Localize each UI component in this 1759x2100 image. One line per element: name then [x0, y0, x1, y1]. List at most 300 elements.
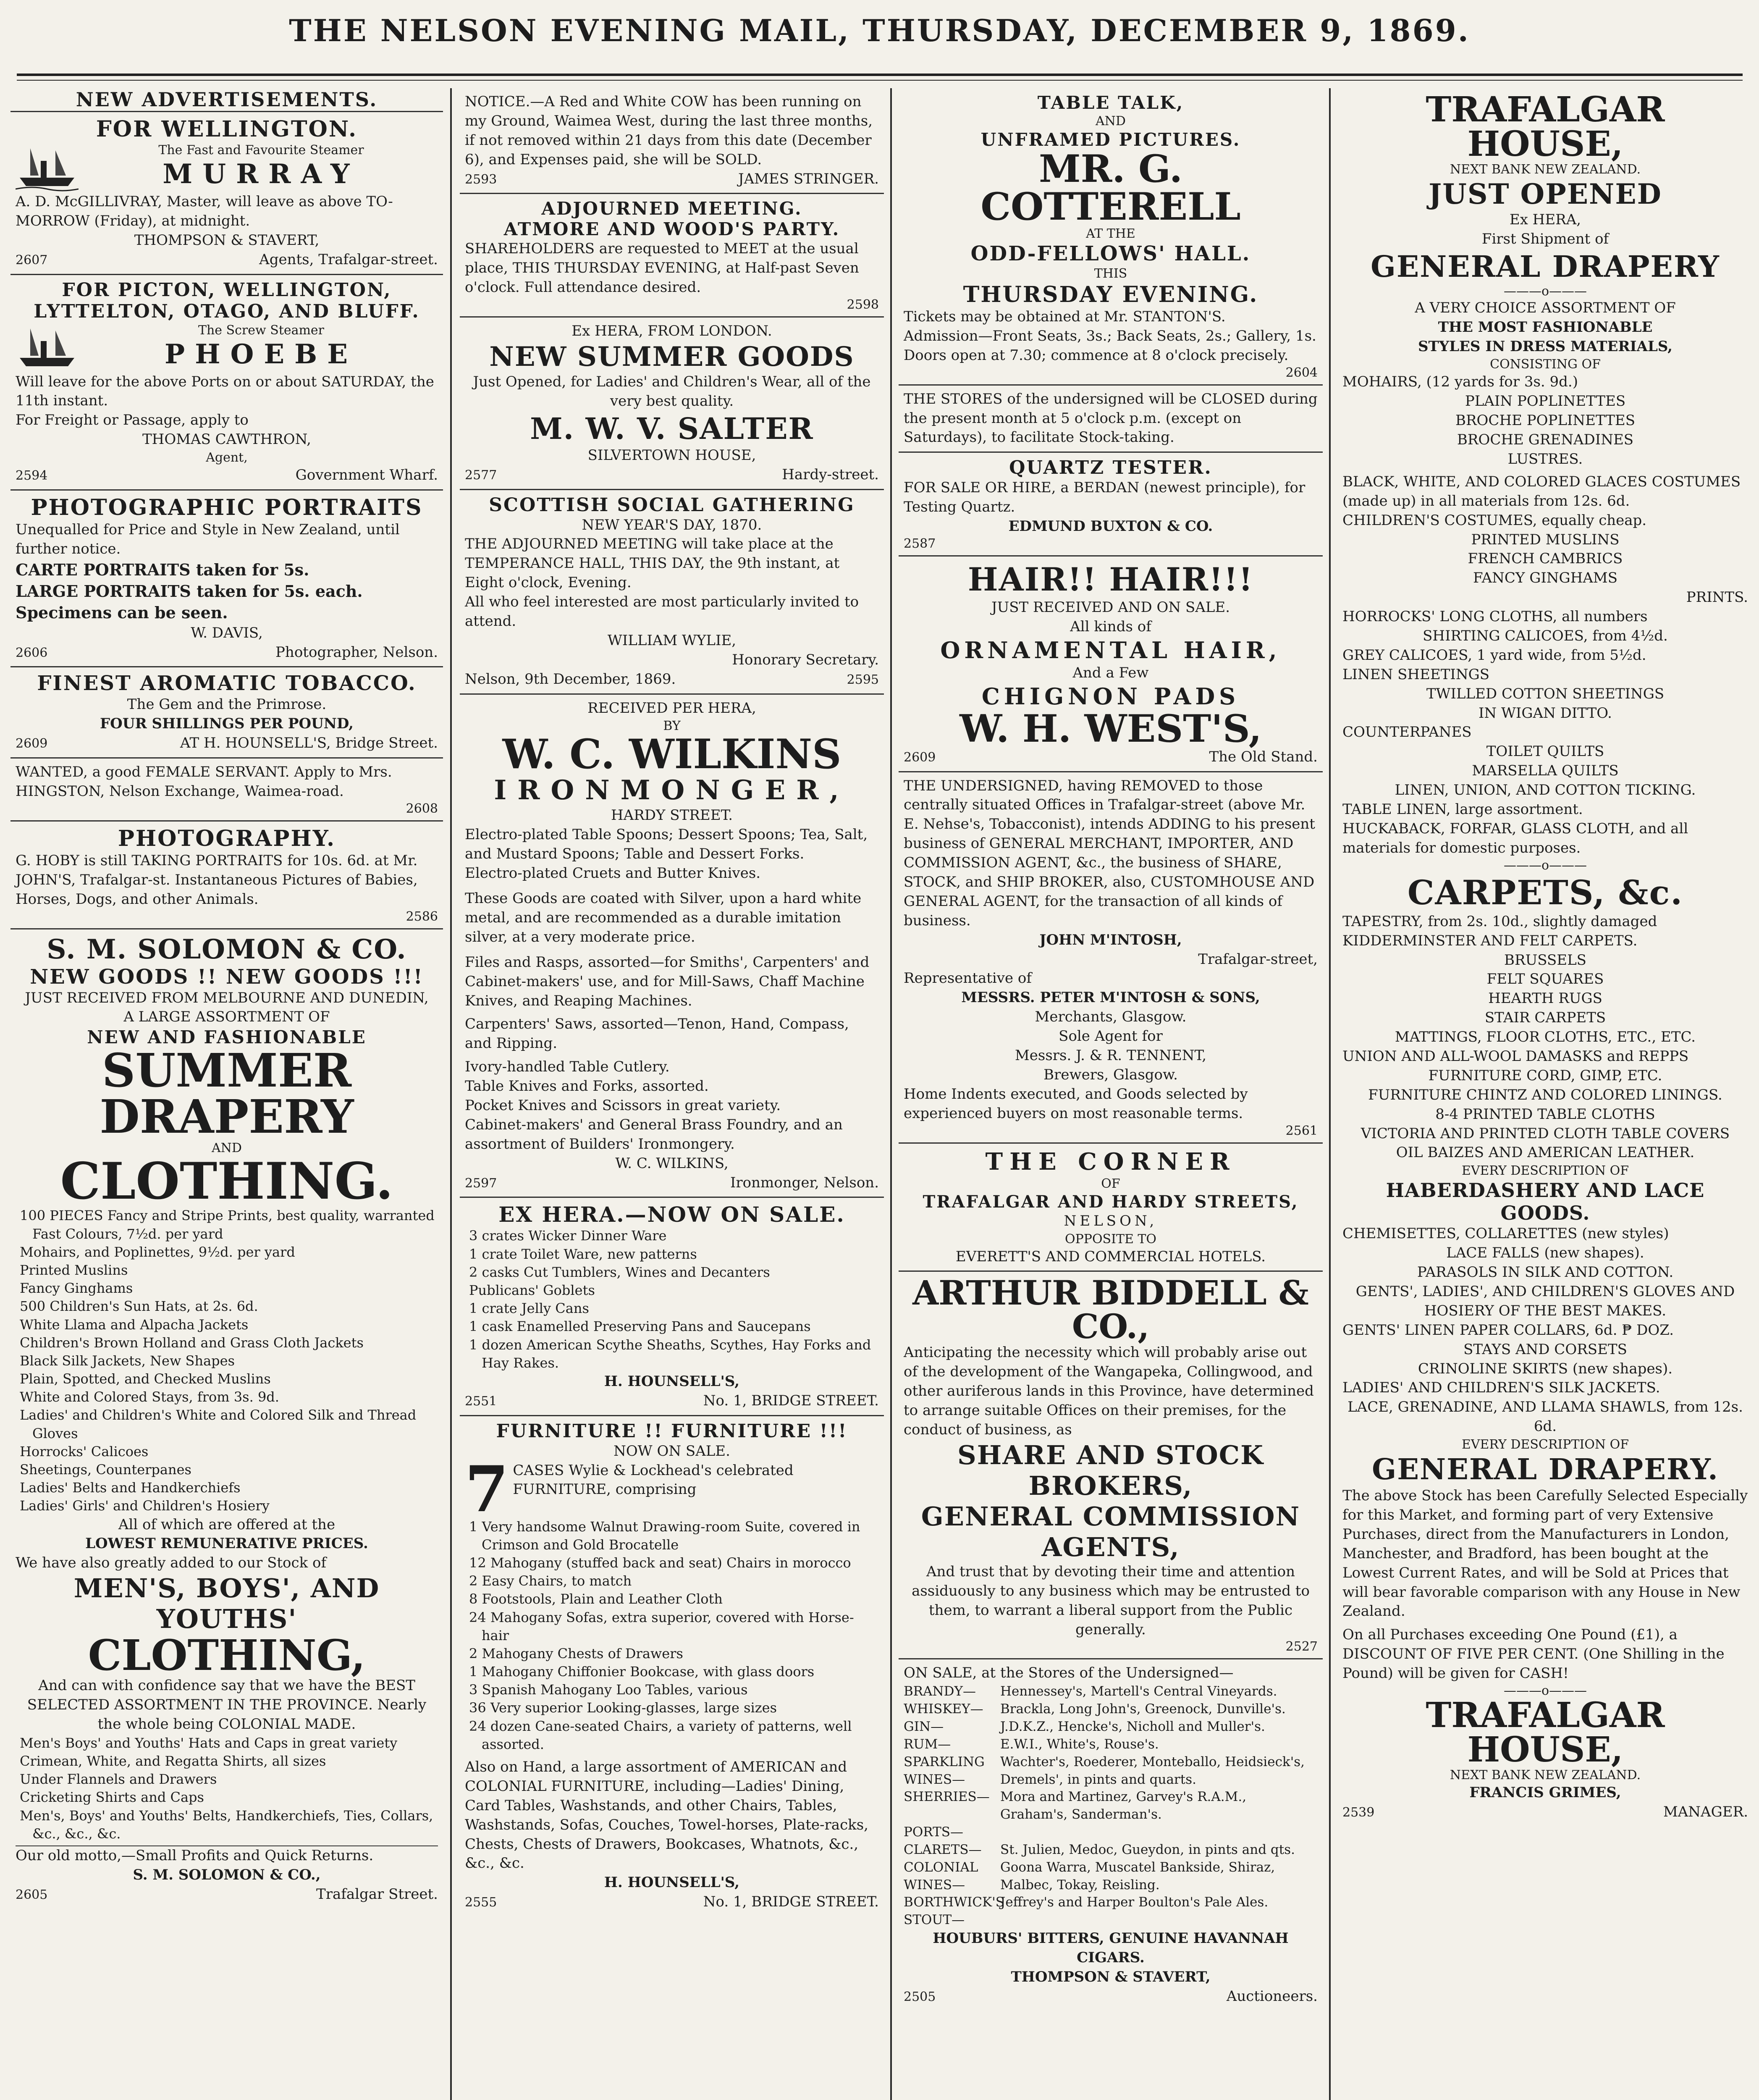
ad-subheading: A VERY CHOICE ASSORTMENT OF	[1415, 299, 1676, 316]
list-item: LACE FALLS (new shapes).	[1446, 1244, 1644, 1262]
ad-biddell-brokers	[899, 1272, 1323, 1659]
advertiser-name: W. C. WILKINS	[502, 730, 841, 778]
ad-conjunction: AT THE	[1086, 226, 1135, 241]
ad-headline: CHIGNON PADS	[981, 682, 1240, 710]
list-item: 500 Children's Sun Hats, at 2s. 6d.	[20, 1298, 258, 1315]
advertiser-role: MANAGER.	[1663, 1803, 1748, 1820]
ad-subheading: A LARGE ASSORTMENT OF	[123, 1008, 330, 1026]
ad-heading: QUARTZ TESTER.	[1009, 457, 1212, 479]
ad-body: LARGE PORTRAITS taken for 5s. each. Specimens can be seen.	[16, 582, 363, 622]
list-item: 2 Easy Chairs, to match	[469, 1573, 632, 1589]
agent-name: THOMAS CAWTHRON,	[142, 431, 311, 448]
list-item: 2 Mahogany Chests of Drawers	[469, 1645, 683, 1662]
masthead	[0, 13, 1759, 67]
advertiser-name: H. HOUNSELL'S,	[604, 1874, 740, 1891]
ad-banner: NEW GOODS !! NEW GOODS !!!	[30, 965, 424, 989]
ad-body: The above Stock has been Carefully Selected Especially for this Market, and forming part of very Extensive Purchases, direct from the Manufacturers in London, Manchester, and Bradford, has been bought at the Lowest Current Rates, and will be Sold at Prices that will bear favorable comparison with any House in New Zealand.	[1342, 1487, 1748, 1620]
ad-motto: Our old motto,—Small Profits and Quick Returns.	[16, 1845, 438, 1866]
ad-subheading: STYLES IN DRESS MATERIALS,	[1418, 338, 1672, 355]
ad-number: 2607	[16, 252, 48, 268]
list-item: 1 dozen American Scythe Sheaths, Scythes, Hay Forks and Hay Rakes.	[469, 1336, 871, 1371]
list-item: 3 crates Wicker Dinner Ware	[469, 1228, 667, 1244]
row-label: PORTS—	[904, 1824, 963, 1840]
ad-heading: THE CORNER	[985, 1147, 1236, 1176]
list-item: PRINTS.	[1686, 589, 1748, 606]
column-1	[10, 88, 443, 2100]
ad-number: 2527	[1285, 1639, 1318, 1654]
ad-number: 2505	[904, 1989, 936, 2004]
advertiser-role: Honorary Secretary.	[732, 651, 879, 668]
advertiser-name: W. H. WEST'S,	[959, 706, 1262, 751]
column-divider	[890, 88, 892, 2100]
ad-stores-closing	[899, 386, 1323, 453]
ad-body: Will leave for the above Ports on or about SATURDAY, the 11th instant.	[16, 373, 434, 410]
advertiser-name: JOHN M'INTOSH,	[1039, 931, 1182, 948]
table-row	[904, 1736, 1318, 1754]
ad-body: Admission—Front Seats, 3s.; Back Seats, 2s.; Gallery, 1s.	[904, 327, 1316, 344]
advertiser-name: THOMPSON & STAVERT,	[1011, 1968, 1211, 1985]
venue-name: ODD-FELLOWS' HALL.	[970, 242, 1251, 265]
table-row	[904, 1718, 1318, 1736]
ad-stray-cow-notice	[460, 88, 884, 194]
table-row	[904, 1841, 1318, 1859]
ad-subheading: The Gem and the Primrose.	[127, 696, 327, 713]
table-row	[904, 1754, 1318, 1789]
ad-photographic-portraits	[10, 491, 443, 667]
list-item: Men's, Boys' and Youths' Belts, Handkerchiefs, Ties, Collars, &c., &c., &c.	[20, 1807, 433, 1842]
list-item: OIL BAIZES AND AMERICAN LEATHER.	[1396, 1144, 1695, 1161]
list-item: Cricketing Shirts and Caps	[20, 1789, 204, 1806]
ad-wellington-steamer	[10, 112, 443, 275]
firm-location: Merchants, Glasgow.	[1035, 1008, 1187, 1026]
ad-subheading: NEW YEAR'S DAY, 1870.	[582, 516, 762, 533]
ad-table-talk	[899, 88, 1323, 386]
ad-body: Home Indents executed, and Goods selected by experienced buyers on most reasonable terms.	[904, 1085, 1248, 1122]
list-item: Black Silk Jackets, New Shapes	[20, 1352, 235, 1369]
list-item: LADIES' AND CHILDREN'S SILK JACKETS.	[1342, 1379, 1660, 1396]
list-item: Printed Muslins	[20, 1262, 128, 1278]
ad-subheading: EVERETT'S AND COMMERCIAL HOTELS.	[955, 1248, 1266, 1265]
ad-number: 2555	[465, 1895, 497, 1910]
ad-subheading: JUST RECEIVED FROM MELBOURNE AND DUNEDIN,	[25, 989, 429, 1006]
list-item: CHILDREN'S COSTUMES, equally cheap.	[1342, 512, 1647, 529]
ad-heading: PHOTOGRAPHIC PORTRAITS	[31, 495, 423, 521]
goods-list	[16, 1734, 438, 1843]
list-item: 1 Mahogany Chiffonier Bookcase, with glass doors	[469, 1664, 815, 1680]
list-item: PLAIN POPLINETTES	[1465, 393, 1626, 410]
ad-subheading: ATMORE AND WOOD'S PARTY.	[503, 219, 840, 240]
ad-headline: JUST OPENED	[1429, 178, 1662, 210]
ad-wilkins-ironmonger	[460, 695, 884, 1198]
ad-body: Doors open at 7.30; commence at 8 o'clock precisely.	[904, 346, 1289, 364]
ad-conjunction: OF	[1101, 1176, 1120, 1191]
table-row	[904, 1683, 1318, 1701]
list-item: STAYS AND CORSETS	[1463, 1341, 1627, 1358]
list-item: Files and Rasps, assorted—for Smiths', Carpenters' and Cabinet-makers' use, and for Mill-Saws, Chaff Machine Knives, and Reaping Machines.	[465, 953, 870, 1009]
agent-name: THOMPSON & STAVERT,	[134, 231, 320, 249]
ad-body: THE UNDERSIGNED, having REMOVED to those centrally situated Offices in Trafalgar-street (above Mr. E. Nehse's, Tobacconist), intends ADDING to his present business of GENERAL MERCHANT, IMPORTER, AND COMMISSION AGENT, &c., the business of SHARE, STOCK, and SHIP BROKER, also, CUSTOMHOUSE AND GENERAL AGENT, for the transaction of all kinds of business.	[904, 777, 1315, 929]
shop-address: NEXT BANK NEW ZEALAND.	[1450, 1768, 1641, 1782]
list-item: 12 Mahogany (stuffed back and seat) Chairs in morocco	[469, 1554, 851, 1571]
list-item: HORROCKS' LONG CLOTHS, all numbers	[1342, 608, 1648, 625]
ad-body: Sole Agent for	[1059, 1028, 1163, 1045]
list-item: LACE, GRENADINE, AND LLAMA SHAWLS, from 12s. 6d.	[1347, 1399, 1743, 1435]
row-label: CLARETS—	[904, 1842, 982, 1857]
list-item: Crimean, White, and Regatta Shirts, all sizes	[20, 1753, 326, 1769]
list-item: 2 casks Cut Tumblers, Wines and Decanters	[469, 1264, 770, 1280]
row-value: Hennessey's, Martell's Central Vineyards.	[1000, 1684, 1277, 1699]
list-item: PRINTED MUSLINS	[1471, 531, 1620, 548]
ad-body: Representative of	[904, 970, 1032, 987]
ad-headline: CLOTHING.	[60, 1152, 393, 1211]
ad-subheading: TRAFALGAR AND HARDY STREETS,	[923, 1192, 1299, 1212]
advertiser-name: W. DAVIS,	[191, 624, 263, 641]
ad-headline: SUMMER DRAPERY	[100, 1043, 354, 1144]
advertiser-name: JAMES STRINGER.	[738, 170, 879, 187]
ad-body: All who feel interested are most particularly invited to attend.	[465, 593, 859, 630]
ad-subheading: First Shipment of	[1481, 230, 1609, 247]
ad-headline: GENERAL COMMISSION AGENTS,	[921, 1501, 1300, 1562]
row-value: J.D.K.Z., Hencke's, Nicholl and Muller's.	[1000, 1719, 1265, 1734]
advertiser-address: Trafalgar-street,	[1198, 950, 1318, 968]
separator: ———o———	[1503, 858, 1587, 873]
list-item: Under Flannels and Drawers	[20, 1771, 217, 1788]
list-item: Ivory-handled Table Cutlery.	[465, 1058, 670, 1076]
ad-headline: CARPETS, &c.	[1407, 872, 1683, 912]
list-item: Sheetings, Counterpanes	[20, 1462, 191, 1478]
row-value: St. Julien, Medoc, Gueydon, in pints and qts.	[1000, 1842, 1295, 1857]
ad-heading: FURNITURE !! FURNITURE !!!	[496, 1420, 848, 1442]
ad-number: 2604	[1285, 365, 1318, 380]
event-time: THURSDAY EVENING.	[963, 282, 1258, 307]
list-item: BRUSSELS	[1504, 951, 1586, 969]
list-item: Carpenters' Saws, assorted—Tenon, Hand, Compass, and Ripping.	[465, 1016, 849, 1052]
column-divider	[450, 88, 452, 2100]
row-label: RUM—	[904, 1736, 951, 1752]
ad-body: On all Purchases exceeding One Pound (£1), a DISCOUNT OF FIVE PER CENT. (One Shilling in the Pound) will be given for CASH!	[1342, 1626, 1725, 1682]
list-item: 36 Very superior Looking-glasses, large sizes	[469, 1700, 777, 1716]
list-item: White Llama and Alpacha Jackets	[20, 1316, 249, 1333]
ad-price: FOUR SHILLINGS PER POUND,	[100, 715, 354, 732]
column-divider	[1329, 88, 1331, 2100]
list-item: 1 Very handsome Walnut Drawing-room Suite, covered in Crimson and Gold Brocatelle	[469, 1518, 860, 1553]
ad-number: 2595	[847, 672, 879, 687]
ad-subheading: The Fast and Favourite Steamer	[158, 143, 364, 158]
list-item: 1 crate Jelly Cans	[469, 1300, 589, 1317]
ad-heading: ON SALE, at the Stores of the Undersigned—	[904, 1664, 1234, 1682]
ad-picton-steamer	[10, 275, 443, 491]
list-item: STAIR CARPETS	[1484, 1009, 1606, 1026]
agent-address: Government Wharf.	[295, 467, 438, 484]
row-label: BORTHWICK'S STOUT—	[904, 1895, 1005, 1928]
masthead-rule-thin	[17, 80, 1743, 81]
ad-solomon-drapery	[10, 929, 443, 1908]
ad-heading: RECEIVED PER HERA,	[587, 699, 756, 717]
list-item: FELT SQUARES	[1486, 971, 1604, 988]
ad-headline: MEN'S, BOYS', AND YOUTHS'	[73, 1573, 380, 1635]
ad-heading: FINEST AROMATIC TOBACCO.	[37, 672, 417, 696]
list-item: FURNITURE CHINTZ AND COLORED LININGS.	[1368, 1086, 1722, 1103]
advertiser-name: EDMUND BUXTON & CO.	[1008, 518, 1213, 535]
goods-list	[1342, 912, 1748, 1163]
ad-headline: NEW SUMMER GOODS	[489, 341, 855, 373]
ad-body: THE ADJOURNED MEETING will take place at the TEMPERANCE HALL, THIS DAY, the 9th instant, at Eight o'clock, Evening.	[465, 536, 840, 591]
ad-subheading: UNFRAMED PICTURES.	[980, 129, 1241, 150]
ad-heading: TABLE TALK,	[1037, 92, 1184, 113]
performer-name: MR. G. COTTERELL	[980, 147, 1241, 229]
ad-subheading: NEW AND FASHIONABLE	[87, 1027, 367, 1048]
row-value: Goona Warra, Muscatel Bankside, Shiraz, Malbec, Tokay, Reisling.	[1000, 1859, 1275, 1893]
ad-trafalgar-house	[1337, 88, 1753, 1826]
advertiser-name: W. C. WILKINS,	[615, 1155, 729, 1172]
row-label: WHISKEY—	[904, 1701, 983, 1717]
row-label: SPARKLING WINES—	[904, 1754, 985, 1787]
row-value: Jeffrey's and Harper Boulton's Pale Ales.	[1000, 1895, 1269, 1910]
list-item: Electro-plated Cruets and Butter Knives.	[465, 865, 761, 882]
list-item: HUCKABACK, FORFAR, GLASS CLOTH, and all materials for domestic purposes.	[1342, 820, 1688, 856]
advertiser-address: No. 1, BRIDGE STREET.	[703, 1893, 879, 1911]
row-label: GIN—	[904, 1719, 944, 1734]
list-item: VICTORIA AND PRINTED CLOTH TABLE COVERS	[1361, 1125, 1730, 1142]
newspaper-title: THE NELSON EVENING MAIL, THURSDAY, DECEMBER 9, 1869.	[289, 13, 1470, 48]
ad-photography	[10, 822, 443, 929]
ad-heading: SCOTTISH SOCIAL GATHERING	[489, 494, 855, 516]
list-item: HEARTH RUGS	[1488, 990, 1602, 1007]
list-item: LINEN, UNION, AND COTTON TICKING.	[1395, 782, 1696, 799]
list-item: Table Knives and Forks, assorted.	[465, 1078, 709, 1095]
section-heading: NEW ADVERTISEMENTS.	[10, 88, 443, 112]
list-item: Children's Brown Holland and Grass Cloth Jackets	[20, 1334, 364, 1351]
steamship-icon	[16, 142, 79, 192]
advertiser-name: S. M. SOLOMON & CO.,	[133, 1866, 321, 1883]
table-row	[904, 1701, 1318, 1718]
list-item: Mohairs, and Poplinettes, 9½d. per yard	[20, 1244, 295, 1260]
masthead-rule	[17, 74, 1743, 76]
list-item: Men's Boys' and Youths' Hats and Caps in great variety	[20, 1735, 398, 1751]
ad-hair	[899, 556, 1323, 772]
list-item: LINEN SHEETINGS	[1342, 666, 1490, 683]
ad-headline: CLOTHING,	[88, 1630, 366, 1680]
ad-number: 2561	[1285, 1123, 1318, 1138]
list-item: Ladies' Belts and Handkerchiefs	[20, 1480, 241, 1496]
ad-number: 2594	[16, 468, 48, 483]
list-item: LOWEST REMUNERATIVE PRICES.	[85, 1535, 368, 1552]
ad-heading: FOR WELLINGTON.	[96, 116, 358, 142]
ad-number: 2598	[847, 297, 879, 312]
list-item: GENTS' LINEN PAPER COLLARS, 6d. ₱ DOZ.	[1342, 1321, 1674, 1339]
list-item: Ladies' Girls' and Children's Hosiery	[20, 1498, 270, 1514]
ad-heading: EX HERA.—NOW ON SALE.	[498, 1202, 845, 1227]
ad-furniture	[460, 1416, 884, 1916]
list-item: 1 cask Enamelled Preserving Pans and Saucepans	[469, 1318, 811, 1335]
ad-the-corner	[899, 1144, 1323, 1272]
ad-conjunction: AND	[1096, 114, 1126, 129]
ad-adjourned-meeting	[460, 194, 884, 318]
firm-name: MESSRS. PETER M'INTOSH & SONS,	[961, 989, 1260, 1006]
ad-number: 2608	[406, 801, 438, 816]
list-item: LUSTRES.	[1507, 451, 1583, 468]
ad-body: For Freight or Passage, apply to	[16, 412, 249, 429]
ad-body: CARTE PORTRAITS taken for 5s.	[16, 560, 309, 579]
list-item: 100 PIECES Fancy and Stripe Prints, best quality, warranted Fast Colours, 7½d. per yard	[20, 1208, 435, 1242]
list-item: TWILLED COTTON SHEETINGS	[1426, 685, 1665, 702]
goods-list	[1342, 373, 1748, 858]
ad-body: Just Opened, for Ladies' and Children's Wear, all of the very best quality.	[473, 373, 871, 410]
table-row	[904, 1894, 1318, 1929]
ad-headline: GENERAL DRAPERY.	[1372, 1453, 1719, 1487]
list-item: Cabinet-makers' and General Brass Foundry, and an assortment of Builders' Ironmongery.	[465, 1116, 843, 1152]
ad-body: CASES Wylie & Lockhead's celebrated FURNITURE, comprising	[513, 1462, 794, 1498]
ad-number: 2605	[16, 1887, 48, 1902]
ad-summer-goods	[460, 318, 884, 490]
ad-subheading: EVERY DESCRIPTION OF	[1461, 1437, 1629, 1452]
list-item: BLACK, WHITE, AND COLORED GLACES COSTUMES (made up) in all materials from 12s. 6d.	[1342, 473, 1741, 509]
goods-list	[1342, 1224, 1748, 1436]
list-item: Pocket Knives and Scissors in great variety.	[465, 1097, 781, 1114]
list-item: 8-4 PRINTED TABLE CLOTHS	[1435, 1105, 1655, 1123]
ad-subheading: The Screw Steamer	[198, 323, 325, 338]
ad-heading: PHOTOGRAPHY.	[118, 825, 336, 851]
ad-body: THE STORES of the undersigned will be CLOSED during the present month at 5 o'clock p.m. (except on Saturdays), to facilitate Stock-taking.	[904, 390, 1318, 446]
row-label: BRANDY—	[904, 1684, 976, 1699]
ad-subheading: NOW ON SALE.	[613, 1442, 730, 1460]
ship-name: PHOEBE	[165, 338, 358, 370]
advertiser-role: Ironmonger, Nelson.	[730, 1174, 879, 1191]
list-item: All of which are offered at the	[118, 1516, 336, 1533]
ad-quartz-tester	[899, 453, 1323, 556]
ad-body: And a Few	[1072, 664, 1149, 681]
list-item: BROCHE GRENADINES	[1457, 431, 1634, 449]
list-item: BROCHE POPLINETTES	[1455, 412, 1636, 429]
ad-body: NOTICE.—A Red and White COW has been running on my Ground, Waimea West, during the last three months, if not removed within 21 days from this date (December 6), and Expenses paid, she will be SOLD.	[465, 93, 873, 168]
ad-location: AT H. HOUNSELL'S, Bridge Street.	[180, 735, 438, 752]
advertiser-address: No. 1, BRIDGE STREET.	[703, 1392, 879, 1409]
steamship-icon	[16, 322, 79, 373]
row-label: COLONIAL WINES—	[904, 1859, 978, 1893]
list-item: Plain, Spotted, and Checked Muslins	[20, 1371, 271, 1387]
table-row	[904, 1788, 1318, 1824]
shop-address: NEXT BANK NEW ZEALAND.	[1450, 162, 1641, 177]
ad-number: 2587	[904, 536, 936, 551]
ad-body: WANTED, a good FEMALE SERVANT. Apply to Mrs. HINGSTON, Nelson Exchange, Waimea-road.	[16, 764, 392, 800]
firm-name: Messrs. J. & R. TENNENT,	[1015, 1047, 1207, 1064]
list-item: FANCY GINGHAMS	[1473, 570, 1618, 587]
ad-headline: HABERDASHERY AND LACE GOODS.	[1386, 1179, 1705, 1225]
list-item: Publicans' Goblets	[469, 1282, 595, 1298]
ad-conjunction: OPPOSITE TO	[1064, 1231, 1156, 1247]
shop-name: TRAFALGAR HOUSE,	[1426, 89, 1665, 164]
advertiser-name: WILLIAM WYLIE,	[607, 632, 737, 649]
ad-tobacco	[10, 667, 443, 759]
list-item: PARASOLS IN SILK AND COTTON.	[1417, 1264, 1674, 1281]
firm-location: Brewers, Glasgow.	[1043, 1066, 1178, 1083]
separator: ———o———	[1503, 1683, 1587, 1698]
list-item: GENTS', LADIES', AND CHILDREN'S GLOVES AND HOSIERY OF THE BEST MAKES.	[1355, 1283, 1735, 1319]
column-3	[899, 88, 1323, 2100]
ad-body: And trust that by devoting their time and attention assiduously to any business which may be entrusted to them, to warrant a liberal support from the Public generally.	[912, 1563, 1310, 1638]
advertiser-name: H. HOUNSELL'S,	[604, 1373, 740, 1390]
list-item: MARSELLA QUILTS	[1472, 762, 1619, 780]
ad-body: Unequalled for Price and Style in New Zealand, until further notice.	[16, 521, 400, 557]
table-row	[904, 1824, 1318, 1841]
advertiser-address: Trafalgar Street.	[316, 1885, 438, 1903]
list-item: KIDDERMINSTER AND FELT CARPETS.	[1342, 932, 1638, 949]
column-2	[460, 88, 884, 2100]
ad-conjunction: CONSISTING OF	[1490, 357, 1601, 372]
list-item: TAPESTRY, from 2s. 10d., slightly damaged	[1342, 913, 1657, 930]
ad-number: 2539	[1342, 1805, 1375, 1820]
list-item: TOILET QUILTS	[1486, 743, 1604, 760]
ship-name: MURRAY	[163, 158, 360, 190]
ad-number: 2606	[16, 645, 48, 660]
list-item: IN WIGAN DITTO.	[1478, 704, 1612, 722]
goods-list	[16, 1207, 438, 1554]
list-item: 24 dozen Cane-seated Chairs, a variety of patterns, well assorted.	[469, 1718, 852, 1752]
ad-headline: GENERAL DRAPERY	[1371, 249, 1720, 284]
ad-headline: SHARE AND STOCK BROKERS,	[957, 1439, 1264, 1501]
list-item: COUNTERPANES	[1342, 724, 1472, 741]
list-item: UNION AND ALL-WOOL DAMASKS and REPPS	[1342, 1047, 1689, 1065]
separator: ———o———	[1503, 284, 1587, 299]
list-item: GREY CALICOES, 1 yard wide, from 5½d.	[1342, 646, 1646, 664]
ad-number: 2586	[406, 909, 438, 924]
ad-number: 2609	[16, 736, 48, 751]
shop-address: Hardy-street.	[782, 466, 879, 483]
ad-body: These Goods are coated with Silver, upon a hard white metal, and are recommended as a durable imitation silver, at a very moderate price.	[465, 890, 862, 945]
list-item: 24 Mahogany Sofas, extra superior, covered with Horse-hair	[469, 1609, 854, 1643]
ad-conjunction: BY	[663, 719, 681, 734]
ad-servant-wanted	[10, 759, 443, 822]
list-item: Electro-plated Table Spoons; Dessert Spoons; Tea, Salt, and Mustard Spoons; Table and Dessert Forks.	[465, 826, 868, 863]
advertiser-trade: IRONMONGER,	[494, 774, 850, 806]
ad-body: Also on Hand, a large assortment of AMERICAN and COLONIAL FURNITURE, including—Ladies' Dining, Card Tables, Washstands, and other Chairs, Tables, Washstands, Sofas, Couches, Towel-horses, Plate-racks, Chests, Chests of Drawers, Bookcases, Whatnots, &c., &c., &c.	[465, 1759, 868, 1872]
advertiser-name: FRANCIS GRIMES,	[1469, 1784, 1621, 1801]
ad-subheading: EVERY DESCRIPTION OF	[1461, 1163, 1629, 1179]
ad-body: We have also greatly added to our Stock of	[16, 1554, 327, 1572]
advertiser-name: S. M. SOLOMON & CO.	[47, 933, 407, 965]
ad-hounsell-sale	[460, 1198, 884, 1416]
ad-body: G. HOBY is still TAKING PORTRAITS for 10s. 6d. at Mr. JOHN'S, Trafalgar-st. Instantaneous Pictures of Babies, Horses, Dogs, and other Animals.	[16, 852, 418, 908]
ad-subheading: Ex HERA,	[1509, 211, 1581, 228]
ad-heading: Ex HERA, FROM LONDON.	[571, 323, 772, 340]
list-item: MOHAIRS, (12 yards for 3s. 9d.)	[1342, 373, 1578, 391]
ad-subheading: NELSON,	[1064, 1212, 1158, 1229]
ad-number: 2577	[465, 467, 497, 483]
ad-scottish-gathering	[460, 490, 884, 695]
ad-number: 2609	[904, 750, 936, 765]
ad-subheading: JUST RECEIVED AND ON SALE.	[991, 599, 1230, 616]
ad-number: 2551	[465, 1394, 497, 1409]
ad-body: FOR SALE OR HIRE, a BERDAN (newest principle), for Testing Quartz.	[904, 479, 1305, 516]
ad-number: 2593	[465, 172, 497, 187]
list-item: Fancy Ginghams	[20, 1280, 133, 1297]
table-row	[904, 1859, 1318, 1894]
shop-name: TRAFALGAR HOUSE,	[1426, 1695, 1665, 1770]
list-item: 3 Spanish Mahogany Loo Tables, various	[469, 1682, 748, 1698]
row-value: E.W.I., White's, Rouse's.	[1000, 1736, 1159, 1752]
ad-body: And can with confidence say that we have the BEST SELECTED ASSORTMENT IN THE PROVINCE. Nearly the whole being COLONIAL MADE.	[27, 1677, 427, 1733]
ad-heading: HAIR!! HAIR!!!	[967, 561, 1254, 598]
advertiser-role: Auctioneers.	[1226, 1987, 1318, 2005]
list-item: CHEMISETTES, COLLARETTES (new styles)	[1342, 1225, 1669, 1242]
ad-body: SHAREHOLDERS are requested to MEET at the usual place, THIS THURSDAY EVENING, at Half-past Seven o'clock. Full attendance desired.	[465, 240, 859, 296]
ad-heading: FOR PICTON, WELLINGTON, LYTTELTON, OTAGO, AND BLUFF.	[34, 279, 420, 322]
advertiser-name: M. W. V. SALTER	[530, 411, 814, 446]
row-value: Wachter's, Roederer, Monteballo, Heidsieck's, Dremels', in pints and quarts.	[1000, 1754, 1305, 1787]
advertiser-role: Photographer, Nelson.	[275, 643, 438, 661]
list-item: SHIRTING CALICOES, from 4½d.	[1423, 627, 1668, 645]
list-item: Ladies' and Children's White and Colored Silk and Thread Gloves	[20, 1407, 417, 1441]
